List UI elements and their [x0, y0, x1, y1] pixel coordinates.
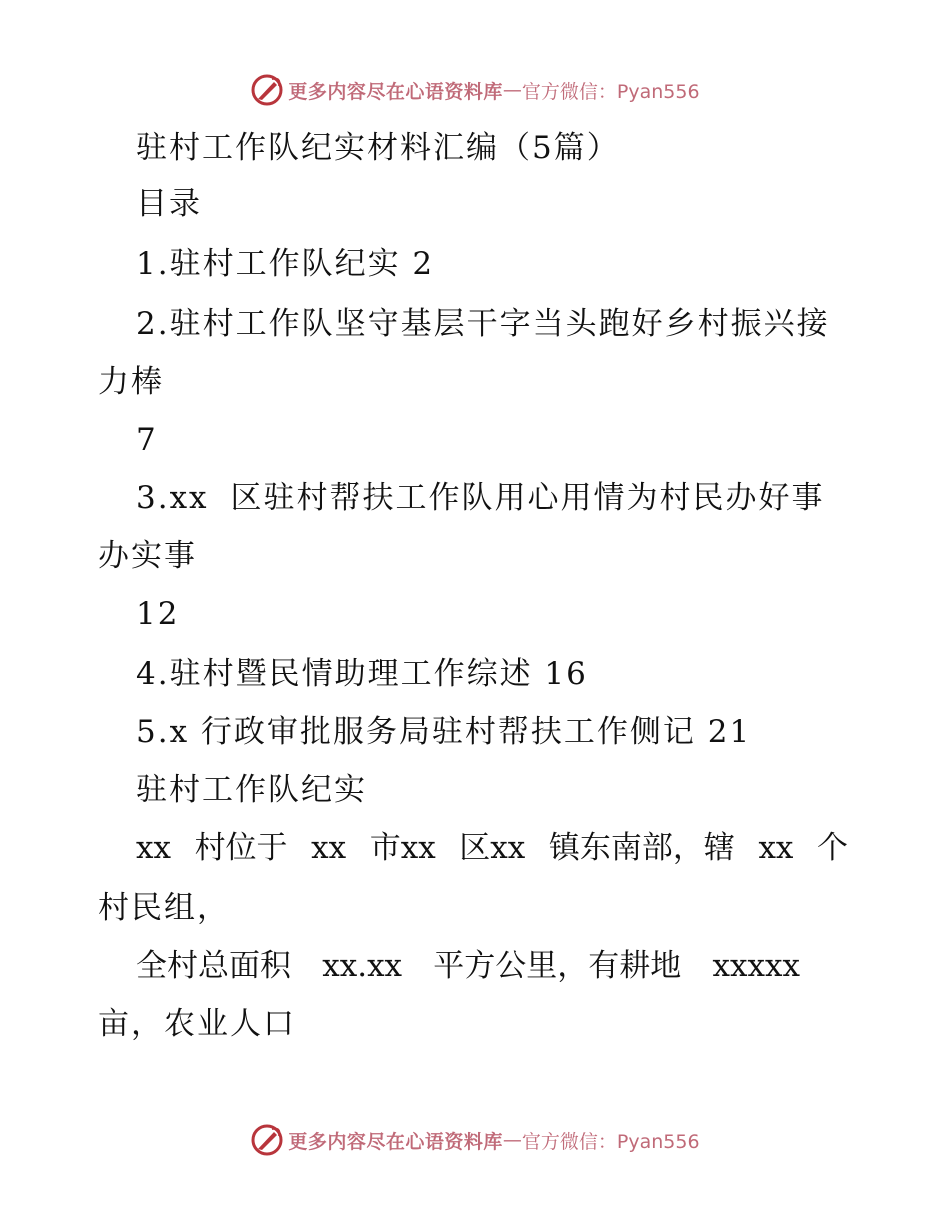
para2-word: 平方公里，有耕地: [433, 948, 682, 984]
document-title: 驻村工作队纪实材料汇编（5篇）: [136, 130, 620, 166]
toc-heading: 目录: [136, 186, 202, 222]
header-banner: [0, 70, 950, 110]
banner-wechat: 官方微信：Pyan556: [521, 80, 700, 103]
banner-slogan: 更多内容尽在心语资料库: [288, 1130, 503, 1153]
para1-word: 村位于: [194, 830, 288, 866]
paragraph-1-line-2: 村民组，: [98, 890, 230, 926]
banner-wechat: 官方微信：Pyan556: [521, 1130, 700, 1153]
footer-banner: [0, 1120, 950, 1160]
banner-slogan: 更多内容尽在心语资料库: [288, 80, 503, 103]
toc-item-3-page: 12: [136, 596, 180, 632]
para1-word: 市xx: [369, 830, 436, 866]
para1-word: 镇东南部，辖: [548, 830, 735, 866]
toc-item-4: 4.驻村暨民情助理工作综述 16: [136, 656, 588, 692]
toc-item-2-page: 7: [136, 422, 158, 458]
quill-logo-icon: [250, 1123, 284, 1157]
toc-item-3-line-2: 办实事: [98, 538, 197, 574]
toc-item-3-number: 3.xx: [136, 480, 209, 516]
banner-separator: —: [502, 1129, 522, 1151]
paragraph-2-line-2: 亩，农业人口: [98, 1006, 296, 1042]
quill-logo-icon: [250, 73, 284, 107]
para1-word: 区xx: [459, 830, 526, 866]
para2-word: 全村总面积: [136, 948, 291, 984]
toc-item-2-line-1: 2.驻村工作队坚守基层干字当头跑好乡村振兴接: [136, 306, 830, 342]
paragraph-1-line-1: [136, 828, 848, 868]
banner-separator: —: [502, 79, 522, 101]
para1-word: xx: [758, 830, 794, 866]
toc-item-5: 5.x 行政审批服务局驻村帮扶工作侧记 21: [136, 714, 752, 750]
para2-word: xx.xx: [322, 948, 403, 984]
para2-word: xxxxx: [712, 948, 800, 984]
paragraph-2-line-1: [136, 946, 800, 986]
toc-item-3-line-1: [136, 478, 825, 518]
toc-item-3-text: 区驻村帮扶工作队用心用情为村民办好事: [230, 480, 825, 516]
para1-word: 个: [817, 830, 848, 866]
toc-item-2-line-2: 力棒: [98, 364, 164, 400]
para1-word: xx: [311, 830, 347, 866]
section-title: 驻村工作队纪实: [136, 772, 367, 808]
toc-item-1: 1.驻村工作队纪实 2: [136, 246, 435, 282]
para1-word: xx: [136, 830, 171, 866]
